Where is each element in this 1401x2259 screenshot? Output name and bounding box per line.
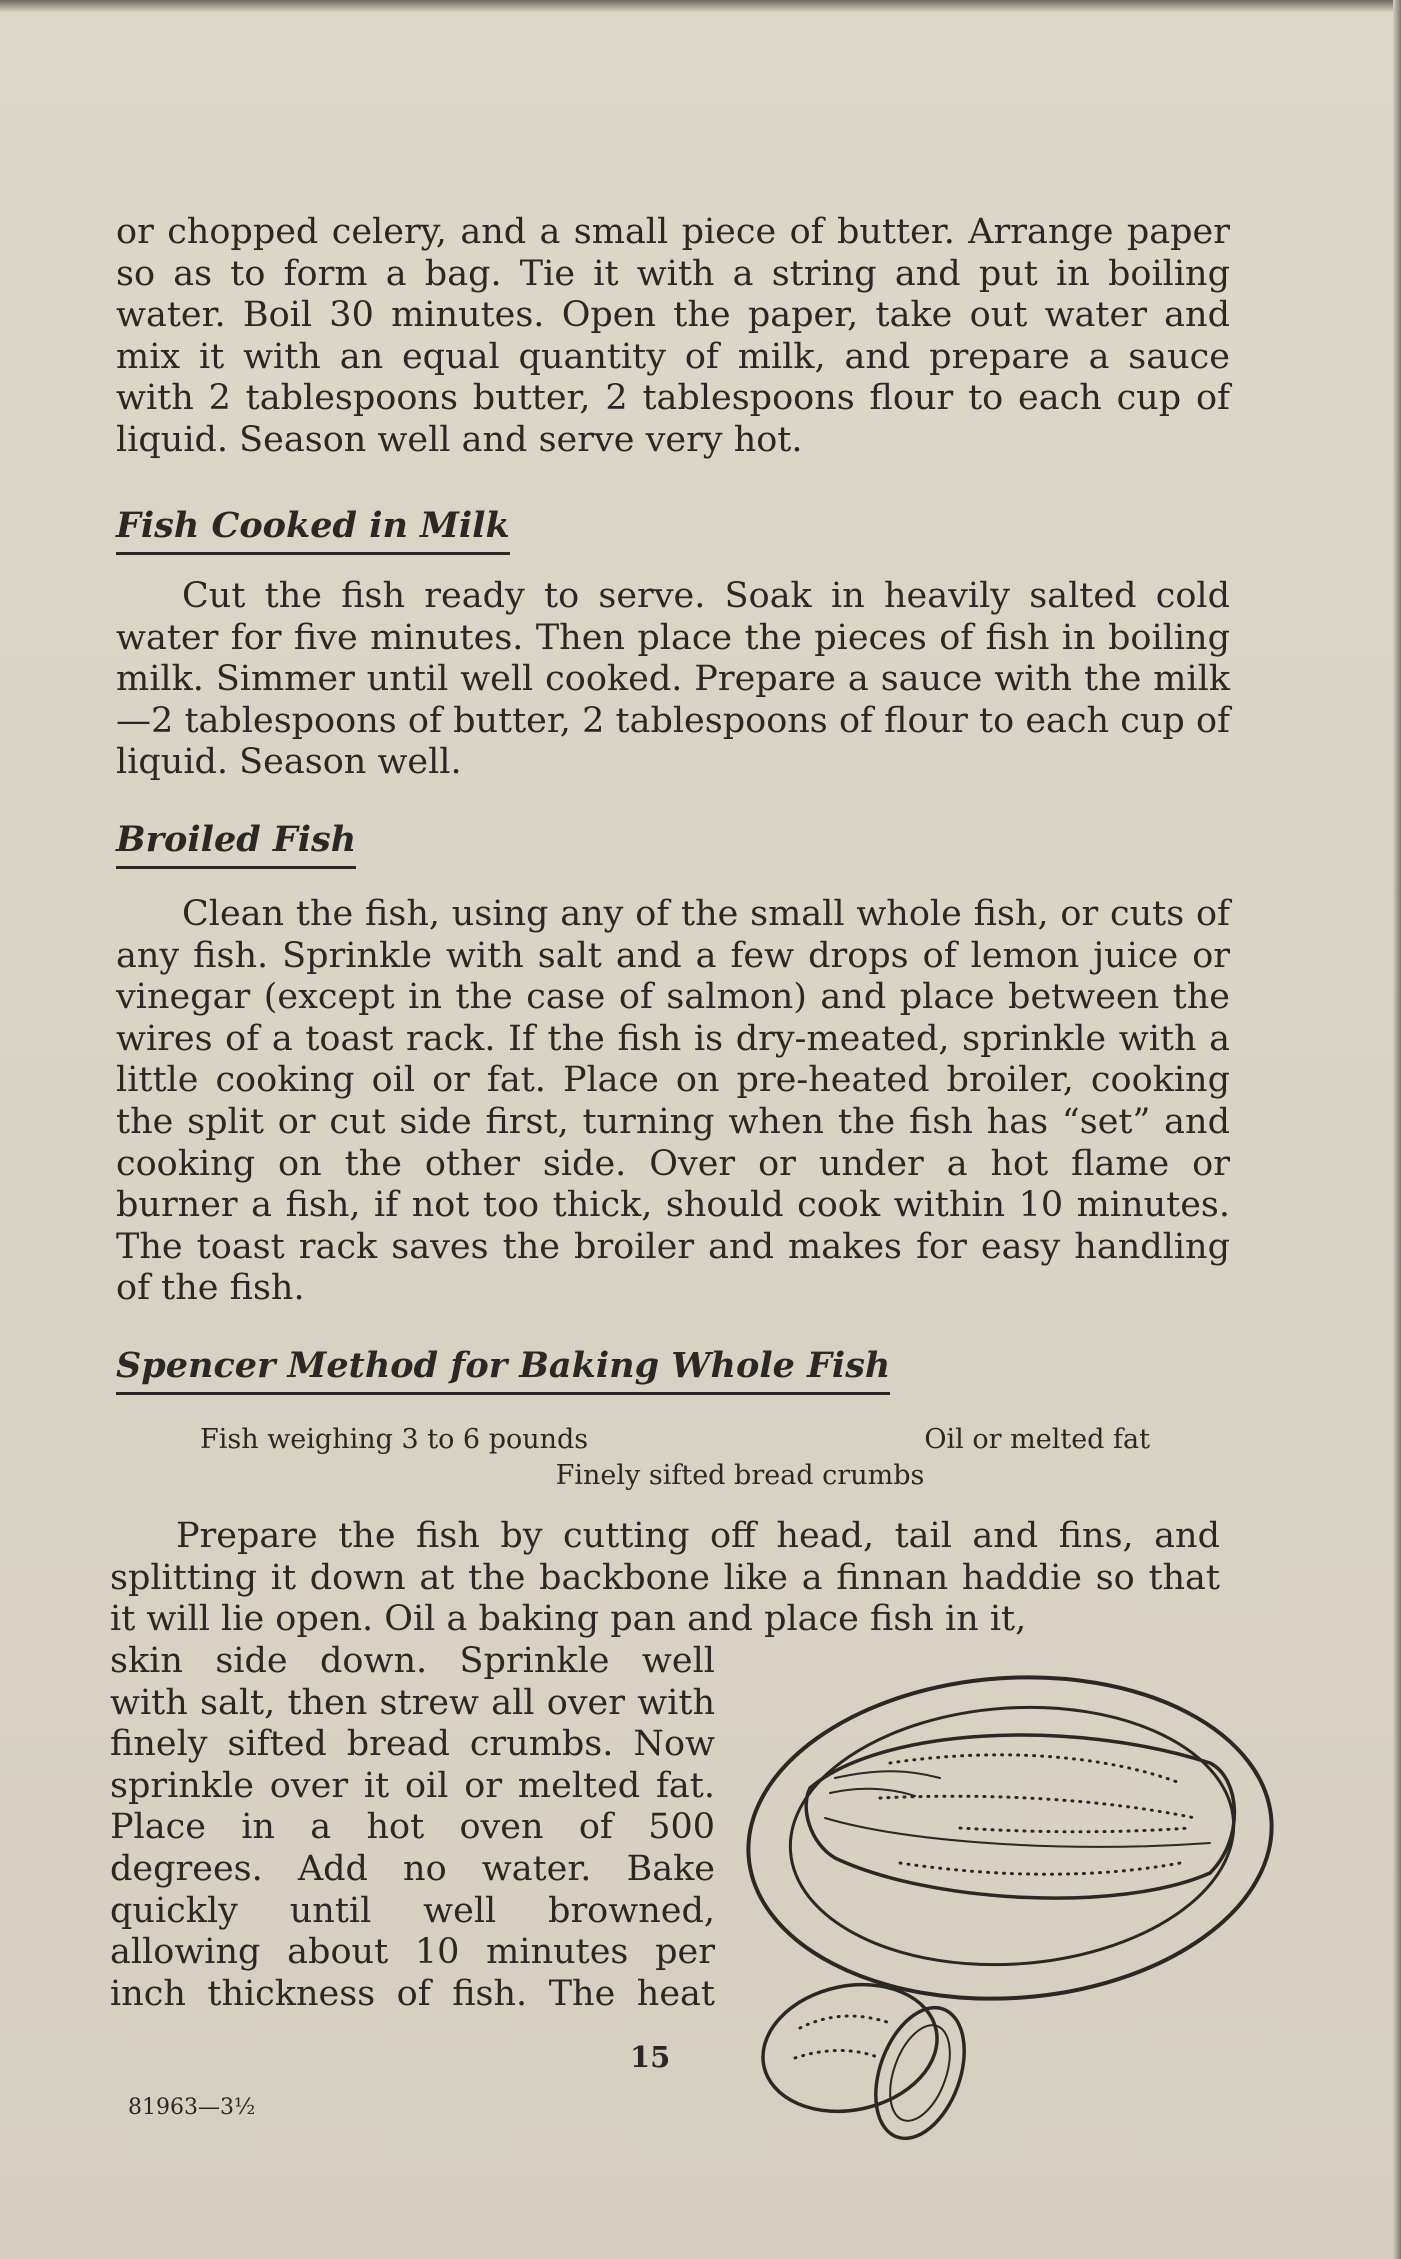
heading-spencer-method: Spencer Method for Baking Whole Fish	[116, 1344, 890, 1395]
ingredient-row	[200, 1422, 1150, 1458]
print-code: 81963—3½	[128, 2095, 256, 2120]
intro-paragraph: or chopped celery, and a small piece of butter. Arrange paper so as to form a bag. Tie it with a string and put in boiling water. Boil 30 minutes. Open the paper, take out water and mix it with an equal quantity of milk, and prepare a sauce with 2 tablespoons butter, 2 tablespoons flour to each cup of liquid. Season well and serve very hot.	[116, 212, 1230, 460]
heading-fish-cooked-in-milk: Fish Cooked in Milk	[116, 504, 510, 555]
ingredient-fish: Fish weighing 3 to 6 pounds	[200, 1424, 589, 1455]
ingredient-list	[200, 1422, 1150, 1494]
broiled-fish-paragraph: Clean the fish, using any of the small whole fish, or cuts of any fish. Sprinkle with salt and a few drops of lemon juice or vinegar (except in the case of salmon) and place between the wires of a toast rack. If the fish is dry-meated, sprinkle with a little cooking oil or fat. Place on pre-heated broiler, cooking the split or cut side first, turning when the fish has “set” and cooking on the other side. Over or under a hot flame or burner a fish, if not too thick, should cook within 10 minutes. The toast rack saves the broiler and makes for easy handling of the fish.	[116, 894, 1230, 1309]
baked-fish-platter-illustration	[740, 1668, 1280, 2148]
heading-broiled-fish: Broiled Fish	[116, 818, 356, 869]
ingredient-oil: Oil or melted fat	[924, 1424, 1150, 1455]
ingredient-bread-crumbs: Finely sifted bread crumbs	[555, 1460, 925, 1491]
fish-in-milk-paragraph: Cut the fish ready to serve. Soak in heavily salted cold water for five minutes. Then place the pieces of fish in boiling milk. Simmer until well cooked. Prepare a sauce with the milk—2 tablespoons of butter, 2 tablespoons of flour to each cup of liquid. Season well.	[116, 576, 1230, 783]
page-right-edge	[1393, 0, 1401, 2259]
spencer-paragraph-narrow: skin side down. Sprinkle well with salt, then strew all over with finely sifted bread crumbs. Now sprinkle over it oil or melted fat. Place in a hot oven of 500 degrees. Add no water. Bake quickly until well browned, allowing about 10 minutes per inch thickness of fish. The heat	[110, 1641, 715, 2014]
spencer-paragraph-full: Prepare the fish by cutting off head, tail and fins, and splitting it down at the backbone like a finnan haddie so that it will lie open. Oil a baking pan and place fish in it,	[110, 1516, 1220, 1640]
page-number: 15	[630, 2040, 671, 2074]
page-top-edge	[0, 0, 1401, 12]
